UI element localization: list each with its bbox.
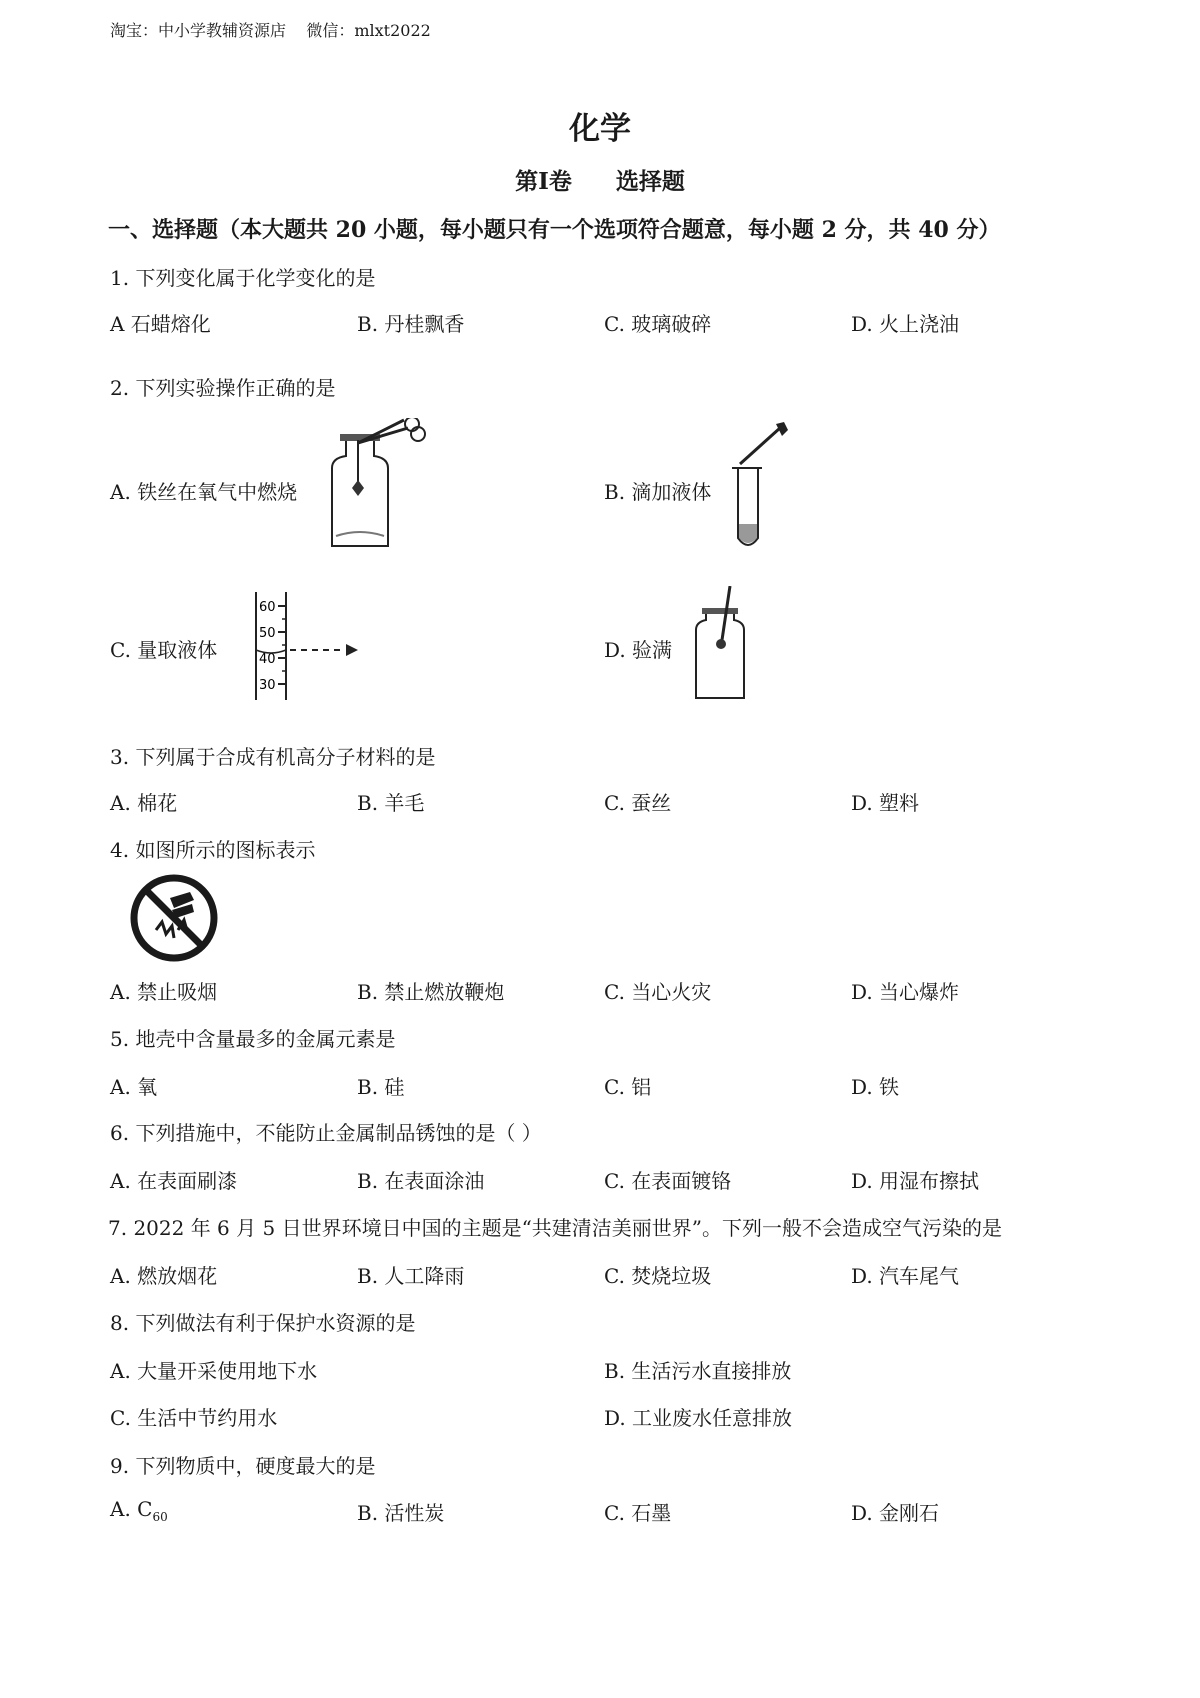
page-header — [110, 18, 431, 41]
q7-option-b: B. 人工降雨 — [357, 1264, 465, 1288]
q6-option-d: D. 用湿布擦拭 — [851, 1169, 980, 1193]
q7-option-d: D. 汽车尾气 — [851, 1264, 960, 1288]
q1-option-c: C. 玻璃破碎 — [604, 312, 712, 336]
cylinder-tick-40: 40 — [259, 652, 276, 667]
question-6-stem: 6. 下列措施中，不能防止金属制品锈蚀的是（ ） — [110, 1121, 542, 1145]
graduated-cylinder-figure — [248, 592, 368, 702]
q3-option-c: C. 蚕丝 — [604, 791, 672, 815]
q8-option-d: D. 工业废水任意排放 — [604, 1406, 793, 1430]
q9-option-b: B. 活性炭 — [357, 1501, 445, 1525]
q3-option-b: B. 羊毛 — [357, 791, 425, 815]
q9-option-c: C. 石墨 — [604, 1501, 672, 1525]
no-fireworks-sign-icon — [128, 872, 220, 964]
c60-subscript: 60 — [152, 1510, 168, 1524]
q6-option-c: C. 在表面镀铬 — [604, 1169, 732, 1193]
cylinder-tick-30: 30 — [259, 678, 276, 693]
q1-option-d: D. 火上浇油 — [851, 312, 960, 336]
q9-option-d: D. 金刚石 — [851, 1501, 940, 1525]
q4-option-b: B. 禁止燃放鞭炮 — [357, 980, 505, 1004]
q7-option-c: C. 焚烧垃圾 — [604, 1264, 712, 1288]
q8-option-b: B. 生活污水直接排放 — [604, 1359, 792, 1383]
q2-option-a: A. 铁丝在氧气中燃烧 — [110, 480, 298, 504]
section-heading: 一、选择题（本大题共 20 小题，每小题只有一个选项符合题意，每小题 2 分，共 40 分） — [108, 217, 1001, 243]
q1-option-a: A 石蜡熔化 — [110, 312, 211, 336]
q7-option-a: A. 燃放烟花 — [110, 1264, 218, 1288]
q4-option-d: D. 当心爆炸 — [851, 980, 960, 1004]
volume-heading — [0, 163, 1200, 196]
page-title: 化学 — [569, 111, 631, 147]
shop-name: 淘宝：中小学教辅资源店 — [110, 21, 287, 40]
q4-option-c: C. 当心火灾 — [604, 980, 712, 1004]
q5-option-a: A. 氧 — [110, 1075, 158, 1099]
q6-option-b: B. 在表面涂油 — [357, 1169, 485, 1193]
wechat-id: 微信：mlxt2022 — [306, 21, 431, 40]
question-8-stem: 8. 下列做法有利于保护水资源的是 — [110, 1311, 416, 1335]
iron-wire-combustion-figure — [318, 418, 428, 550]
q2-option-b: B. 滴加液体 — [604, 480, 712, 504]
q1-option-b: B. 丹桂飘香 — [357, 312, 465, 336]
gas-full-check-figure — [690, 586, 750, 702]
q5-option-c: C. 铝 — [604, 1075, 652, 1099]
q8-option-c: C. 生活中节约用水 — [110, 1406, 278, 1430]
question-5-stem: 5. 地壳中含量最多的金属元素是 — [110, 1027, 396, 1051]
volume-label: 第Ⅰ卷 — [515, 168, 572, 195]
question-1-stem: 1. 下列变化属于化学变化的是 — [110, 266, 376, 290]
cylinder-tick-60: 60 — [259, 600, 276, 615]
q6-option-a: A. 在表面刷漆 — [110, 1169, 238, 1193]
question-4-stem: 4. 如图所示的图标表示 — [110, 838, 316, 862]
q9-option-a-label: A. C — [110, 1497, 153, 1521]
volume-name: 选择题 — [615, 168, 685, 195]
q5-option-b: B. 硅 — [357, 1075, 405, 1099]
dropper-test-tube-figure — [724, 420, 794, 555]
q8-option-a: A. 大量开采使用地下水 — [110, 1359, 318, 1383]
q2-option-d: D. 验满 — [604, 638, 673, 662]
question-3-stem: 3. 下列属于合成有机高分子材料的是 — [110, 745, 436, 769]
question-2-stem: 2. 下列实验操作正确的是 — [110, 376, 336, 400]
question-9-stem: 9. 下列物质中，硬度最大的是 — [110, 1454, 376, 1478]
q5-option-d: D. 铁 — [851, 1075, 900, 1099]
eye-icon — [346, 644, 358, 656]
q2-option-c: C. 量取液体 — [110, 638, 218, 662]
question-7-stem: 7. 2022 年 6 月 5 日世界环境日中国的主题是“共建清洁美丽世界”。下列一般不会造成空气污染的是 — [108, 1216, 1003, 1240]
q3-option-d: D. 塑料 — [851, 791, 920, 815]
q3-option-a: A. 棉花 — [110, 791, 178, 815]
q9-option-a — [110, 1497, 168, 1524]
cylinder-tick-50: 50 — [259, 626, 276, 641]
q4-option-a: A. 禁止吸烟 — [110, 980, 218, 1004]
